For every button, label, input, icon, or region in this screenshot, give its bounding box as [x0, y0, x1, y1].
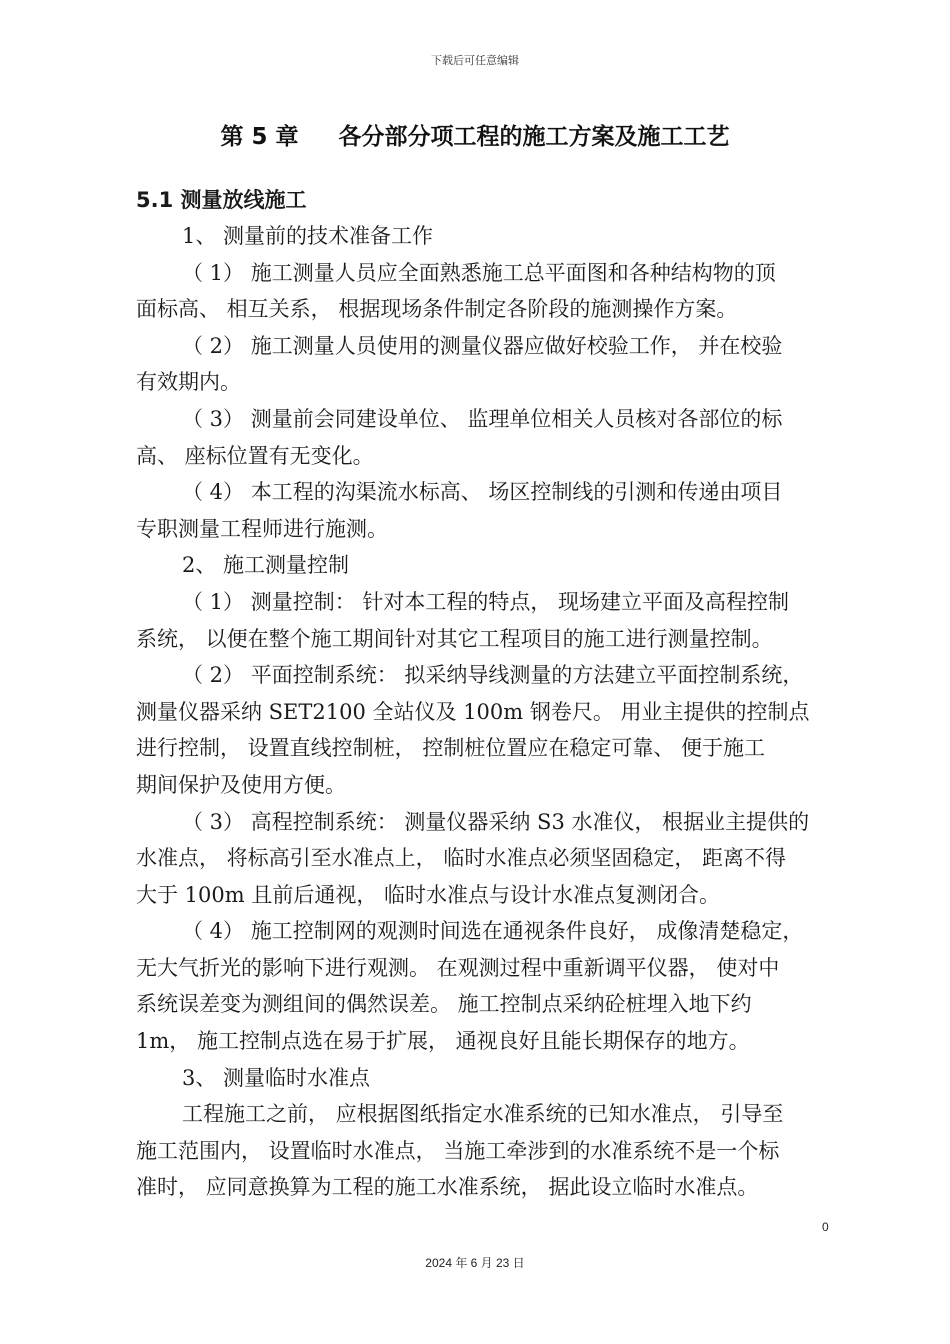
text-line: 专职测量工程师进行施测。: [136, 516, 388, 541]
text-line: 施工范围内， 设置临时水准点， 当施工牵涉到的水准系统不是一个标: [136, 1138, 780, 1163]
text-line: （ 4） 施工控制网的观测时间选在通视条件良好， 成像清楚稳定，: [182, 919, 804, 944]
text-line: 水准点， 将标高引至水准点上， 临时水准点必须坚固稳定， 距离不得: [136, 846, 787, 871]
paragraph-lines: [136, 218, 836, 1206]
text-line: 准时， 应同意换算为工程的施工水准系统， 据此设立临时水准点。: [136, 1175, 759, 1200]
text-line: 系统误差变为测组间的偶然误差。 施工控制点采纳砼桩埋入地下约: [136, 992, 752, 1017]
header-note: 下载后可任意编辑: [431, 54, 519, 67]
text-line: 测量仪器采纳 SET2100 全站仪及 100m 钢卷尺。 用业主提供的控制点: [136, 699, 810, 724]
text-line: （ 2） 施工测量人员使用的测量仪器应做好校验工作， 并在校验: [182, 333, 783, 358]
document-body: [136, 182, 836, 1206]
text-line: （ 3） 测量前会同建设单位、 监理单位相关人员核对各部位的标: [182, 406, 783, 431]
text-line: 2、 施工测量控制: [182, 553, 350, 578]
page-number: 0: [822, 1220, 829, 1234]
text-line: （ 3） 高程控制系统： 测量仪器采纳 S3 水准仪， 根据业主提供的: [182, 809, 810, 834]
text-line: （ 1） 测量控制： 针对本工程的特点， 现场建立平面及高程控制: [182, 589, 790, 614]
text-line: （ 1） 施工测量人员应全面熟悉施工总平面图和各种结构物的顶: [182, 260, 776, 285]
text-line: 期间保护及使用方便。: [136, 772, 346, 797]
text-line: 3、 测量临时水准点: [182, 1065, 371, 1090]
text-line: 进行控制， 设置直线控制桩， 控制桩位置应在稳定可靠、 便于施工: [136, 736, 766, 761]
text-line: （ 2） 平面控制系统： 拟采纳导线测量的方法建立平面控制系统，: [182, 663, 804, 688]
text-line: 大于 100m 且前后通视， 临时水准点与设计水准点复测闭合。: [136, 882, 721, 907]
section-title: 5.1 测量放线施工: [136, 188, 307, 212]
text-line: 有效期内。: [136, 370, 241, 395]
text-line: 1m， 施工控制点选在易于扩展， 通视良好且能长期保存的地方。: [136, 1029, 750, 1054]
text-line: 高、 座标位置有无变化。: [136, 443, 374, 468]
text-line: 系统， 以便在整个施工期间针对其它工程项目的施工进行测量控制。: [136, 626, 773, 651]
text-line: 工程施工之前， 应根据图纸指定水准系统的已知水准点， 引导至: [182, 1102, 784, 1127]
text-line: （ 4） 本工程的沟渠流水标高、 场区控制线的引测和传递由项目: [182, 480, 783, 505]
chapter-title: 第 5 章 各分部分项工程的施工方案及施工工艺: [220, 124, 730, 150]
text-line: 无大气折光的影响下进行观测。 在观测过程中重新调平仪器， 使对中: [136, 955, 780, 980]
text-line: 1、 测量前的技术准备工作: [182, 224, 434, 248]
text-line: 面标高、 相互关系， 根据现场条件制定各阶段的施测操作方案。: [136, 297, 738, 322]
footer-date: 2024 年 6 月 23 日: [425, 1256, 525, 1270]
